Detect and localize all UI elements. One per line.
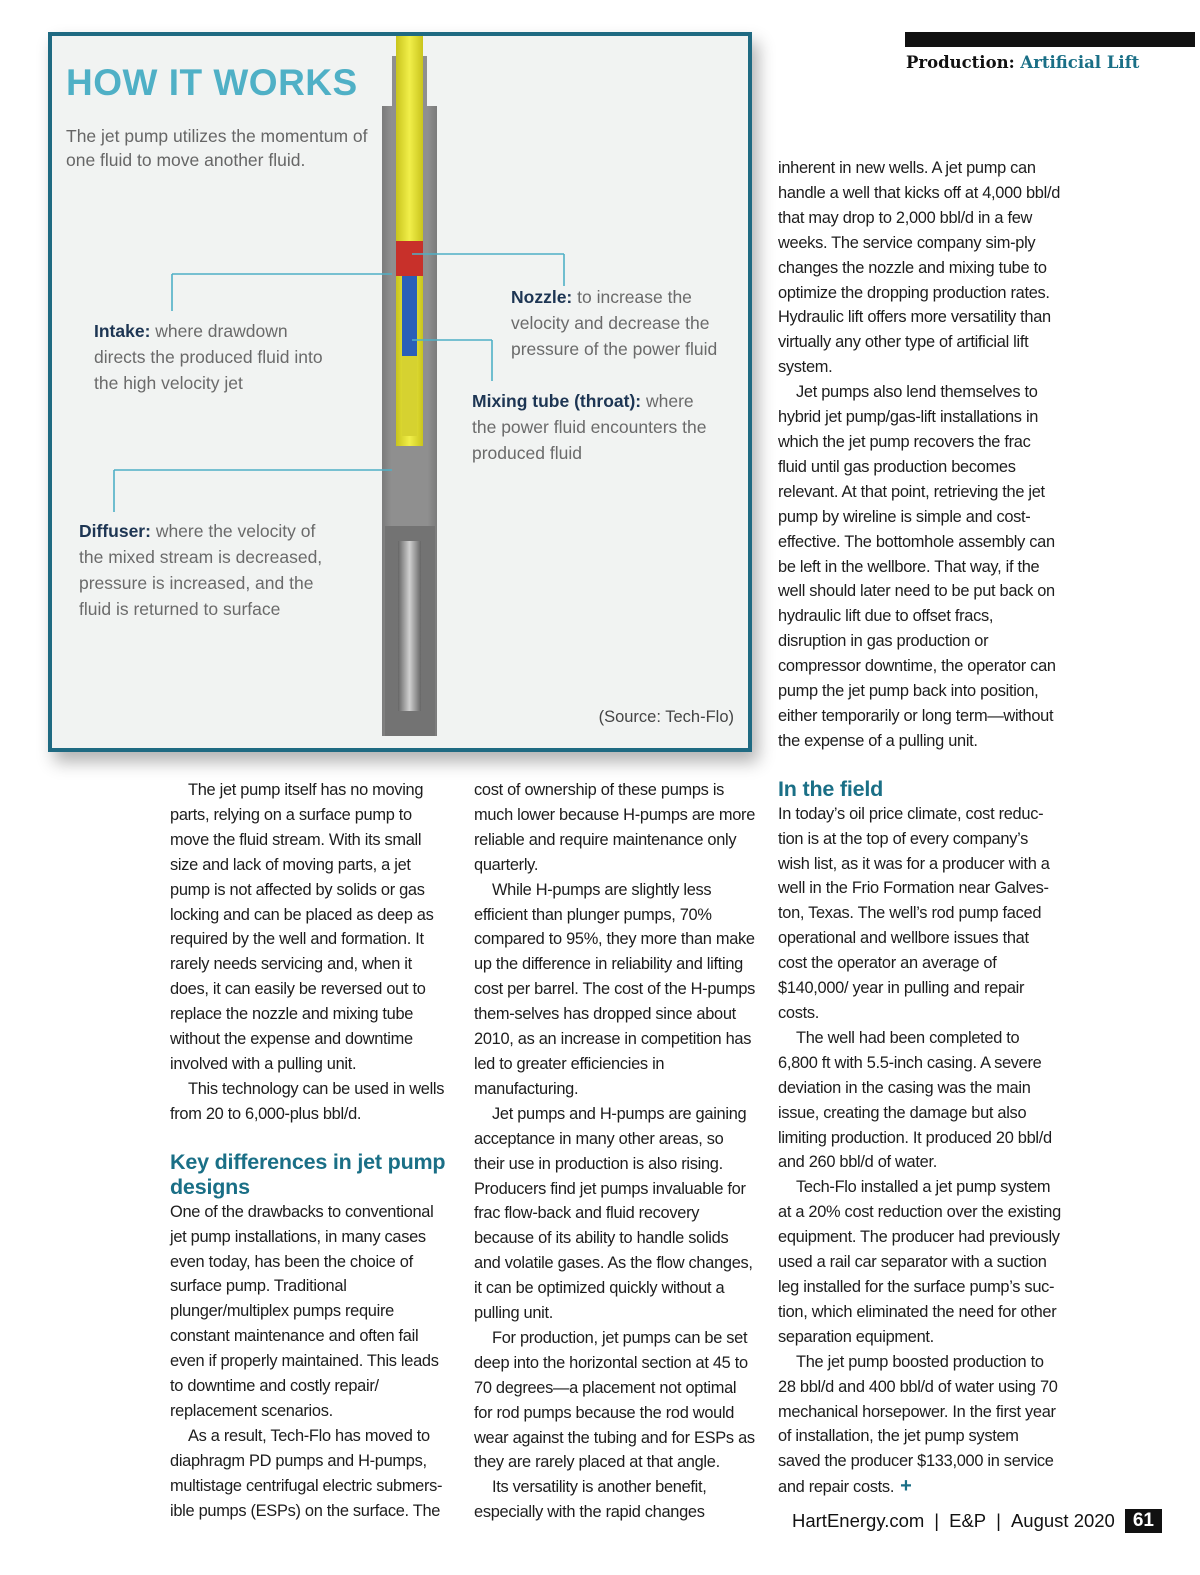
paragraph [778, 1350, 1061, 1500]
footer-separator: | [996, 1510, 1001, 1531]
figure-subtitle: The jet pump utilizes the momentum of one fluid to move another fluid. [66, 126, 368, 170]
paragraph: Jet pumps and H-pumps are gaining acceptance in many other areas, so their use in production is also rising. Producers find jet pumps invaluable for frac flow-back and fluid recovery because of its ability to handle solids and volatile gases. As the flow changes, it can be optimized quickly without a pulling unit. [474, 1104, 753, 1323]
paragraph: For production, jet pumps can be set deep into the horizontal section at 45 to 70 degrees—a placement not optimal for rod pumps because the rod would wear against the tubing and for ESPs as they are rarely placed at that angle. [474, 1328, 755, 1472]
section-name: Production: [906, 53, 1015, 72]
article-column-2 [474, 778, 756, 1525]
header-bar [905, 32, 1195, 47]
subsection-name: Artificial Lift [1020, 53, 1140, 72]
mixing-text: where the power fluid encounters the produced fluid [472, 391, 707, 463]
how-it-works-figure [48, 32, 752, 752]
paragraph: Tech-Flo installed a jet pump system at a 20% cost reduction over the existing equipment. The producer had previously used a rail car separator with a suction leg installed for the surface pump’s suc-tion, which eliminated the need for other separation equipment. [778, 1178, 1061, 1346]
page-number: 61 [1125, 1509, 1162, 1533]
diffuser-cone [402, 356, 417, 436]
footer-magazine: E&P [949, 1510, 987, 1531]
page-footer [792, 1506, 1162, 1536]
mixing-tube-section [402, 276, 417, 356]
nozzle-callout [511, 284, 743, 362]
nozzle-label: Nozzle: [511, 287, 573, 307]
subhead-key-differences: Key differences in jet pump designs [170, 1149, 446, 1199]
paragraph: In today’s oil price climate, cost reduc-tion is at the top of every company’s wish list, as it was for a producer with a well in the Frio Formation near Galves-ton, Texas. The well’s rod pump faced operational and wellbore issues that cost the operator an average of $140,000/ year in pulling and repair costs. [778, 804, 1050, 1022]
section-label [906, 53, 1139, 72]
diffuser-label: Diffuser: [79, 521, 151, 541]
paragraph: Jet pumps also lend themselves to hybrid jet pump/gas-lift installations in which the jet pump recovers the frac fluid until gas production becomes relevant. At that point, retrieving the jet pump by wireline is simple and cost-effective. The bottomhole assembly can be left in the wellbore. That way, if the well should later need to be put back on hydraulic lift due to offset fracs, disruption in gas production or compressor downtime, the operator can pump the jet pump back into position, either temporarily or long term—without the expense of a pulling unit. [778, 383, 1056, 750]
footer-site: HartEnergy.com [792, 1510, 925, 1531]
paragraph: Its versatility is another benefit, especially with the rapid changes [474, 1478, 707, 1522]
paragraph: The jet pump itself has no moving parts, relying on a surface pump to move the fluid stream. With its small size and lack of moving parts, a jet pump is not affected by solids or gas locking and can be placed as deep as required by the well and formation. It rarely needs servicing and, when it does, it can easily be reversed out to replace the nozzle and mixing tube without the expense and downtime involved with a pulling unit. [170, 781, 434, 1073]
paragraph: The well had been completed to 6,800 ft with 5.5-inch casing. A severe deviation in the casing was the main issue, creating the damage but also limiting production. It produced 20 bbl/d and 260 bbl/d of water. [778, 1028, 1052, 1172]
nozzle-section [396, 241, 423, 276]
last-paragraph-text: The jet pump boosted production to 28 bbl/d and 400 bbl/d of water using 70 mechanical horsepower. In the first year of installation, the jet pump system saved the producer $133,000 in service and repair costs. [778, 1352, 1058, 1497]
paragraph: cost of ownership of these pumps is much lower because H-pumps are more reliable and require maintenance only quarterly. [474, 781, 756, 874]
footer-separator: | [934, 1510, 940, 1531]
article-column-3 [778, 156, 1061, 1500]
diffuser-callout [79, 518, 339, 622]
lower-rod [398, 541, 421, 711]
footer-issue: August 2020 [1010, 1510, 1115, 1531]
diffuser-text: where the velocity of the mixed stream is decreased, pressure is increased, and the fluid is returned to surface [79, 521, 323, 619]
mixing-callout [472, 388, 712, 466]
paragraph: One of the drawbacks to conventional jet pump installations, in many cases even today, has been the choice of surface pump. Traditional plunger/multiplex pumps require constant maintenance and often fail even if properly maintained. This leads to downtime and costly repair/ replacement scenarios. [170, 1202, 439, 1420]
paragraph: While H-pumps are slightly less efficient than plunger pumps, 70% compared to 95%, they more than make up the difference in reliability and lifting cost per barrel. The cost of the H-pumps them-selves has dropped since about 2010, as an increase in competition has led to greater efficiencies in manufacturing. [474, 880, 756, 1098]
figure-title: HOW IT WORKS [66, 62, 358, 103]
paragraph: This technology can be used in wells from 20 to 6,000-plus bbl/d. [170, 1079, 445, 1123]
article-column-1 [170, 778, 452, 1523]
paragraph: As a result, Tech-Flo has moved to diaphragm PD pumps and H-pumps, multistage centrifugal electric submers-ible pumps (ESPs) on the surface. The [170, 1426, 443, 1520]
end-mark-plus-icon: + [900, 1475, 912, 1498]
intake-callout [94, 318, 334, 396]
nozzle-text: to increase the velocity and decrease the pressure of the power fluid [511, 287, 718, 359]
intake-label: Intake: [94, 321, 151, 341]
mixing-label: Mixing tube (throat): [472, 391, 642, 411]
figure-source: (Source: Tech-Flo) [598, 708, 734, 726]
paragraph: inherent in new wells. A jet pump can handle a well that kicks off at 4,000 bbl/d that may drop to 2,000 bbl/d in a few weeks. The service company sim-ply changes the nozzle and mixing tube to optimize the dropping production rates. Hydraulic lift offers more versatility than virtually any other type of artificial lift system. [778, 159, 1061, 377]
subhead-in-the-field: In the field [778, 776, 884, 801]
intake-text: where drawdown directs the produced fluid into the high velocity jet [94, 321, 323, 393]
